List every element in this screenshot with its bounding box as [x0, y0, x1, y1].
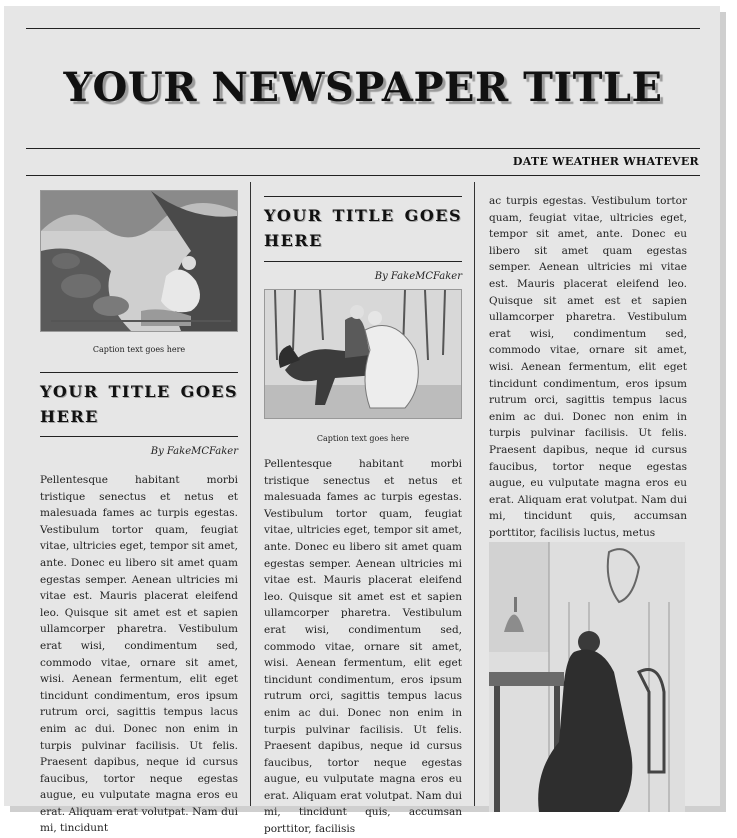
article-byline: By FakeMCFaker	[374, 271, 462, 282]
headline-top-rule	[40, 372, 238, 373]
nature-scene-illustration	[41, 191, 237, 331]
newspaper-page	[4, 6, 720, 836]
dateline-rule	[26, 175, 700, 176]
article-image-nature-scene	[40, 190, 238, 332]
masthead-bottom-rule	[26, 148, 700, 149]
headline-bottom-rule	[40, 436, 238, 437]
article-image-woman-at-desk	[489, 542, 685, 812]
image-caption: Caption text goes here	[316, 434, 410, 443]
horse-riders-illustration	[265, 290, 461, 418]
top-rule	[26, 28, 700, 29]
article-image-horse-riders	[264, 289, 462, 419]
article-body: Pellentesque habitant morbi tristique senectus et netus et malesuada fames ac turpis egestas. Vestibulum tortor quam, feugiat vitae, ultricies eget, tempor sit amet, ante. Donec eu libero sit amet quam egestas semper. Aenean ultricies mi vitae est. Mauris placerat eleifend leo. Quisque sit amet est et sapien ullamcorper pharetra. Vestibulum erat wisi, condimentum sed, commodo vitae, ornare sit amet, wisi. Aenean fermentum, elit eget tincidunt condimentum, eros ipsum rutrum orci, sagittis tempus lacus enim ac dui. Donec non enim in turpis pulvinar facilisis. Ut felis. Praesent dapibus, neque id cursus faucibus, tortor neque egestas augue, eu vulputate magna eros eu erat. Aliquam erat volutpat. Nam dui mi, tincidunt	[40, 474, 238, 835]
article-headline: YOUR TITLE GOES HERE	[264, 206, 462, 250]
headline-bottom-rule	[264, 261, 462, 262]
column-divider-left	[250, 182, 251, 806]
article-byline: By FakeMCFaker	[150, 446, 238, 457]
image-caption: Caption text goes here	[92, 345, 186, 354]
article-body-continued: ac turpis egestas. Vestibulum tortor quam, feugiat vitae, ultricies eget, tempor sit amet, ante. Donec eu libero sit amet quam egestas semper. Aenean ultricies mi vitae est. Mauris placerat eleifend leo. Quisque sit amet est et sapien ullamcorper pharetra. Vestibulum erat wisi, condimentum sed, commodo vitae, ornare sit amet, wisi. Aenean fermentum, elit eget tincidunt condimentum, eros ipsum rutrum orci, sagittis tempus lacus enim ac dui. Donec non enim in turpis pulvinar facilisis. Ut felis. Praesent dapibus, neque id cursus faucibus, tortor neque egestas augue, eu vulputate magna eros eu erat. Aliquam erat volutpat. Nam dui mi, tincidunt quis, accumsan porttitor, facilisis luctus, metus	[489, 195, 687, 539]
headline-top-rule	[264, 196, 462, 197]
newspaper-title: YOUR NEWSPAPER TITLE	[63, 64, 663, 111]
article-body: Pellentesque habitant morbi tristique senectus et netus et malesuada fames ac turpis egestas. Vestibulum tortor quam, feugiat vitae, ultricies eget, tempor sit amet, ante. Donec eu libero sit amet quam egestas semper. Aenean ultricies mi vitae est. Mauris placerat eleifend leo. Quisque sit amet est et sapien ullamcorper pharetra. Vestibulum erat wisi, condimentum sed, commodo vitae, ornare sit amet, wisi. Aenean fermentum, elit eget tincidunt condimentum, eros ipsum rutrum orci, sagittis tempus lacus enim ac dui. Donec non enim in turpis pulvinar facilisis. Ut felis. Praesent dapibus, neque id cursus faucibus, tortor neque egestas augue, eu vulputate magna eros eu erat. Aliquam erat volutpat. Nam dui mi, tincidunt quis, accumsan porttitor, facilisis	[264, 458, 462, 836]
article-headline: YOUR TITLE GOES HERE	[40, 382, 238, 426]
column-divider-right	[474, 182, 475, 806]
woman-at-desk-illustration	[489, 542, 685, 812]
dateline: DATE WEATHER WHATEVER	[512, 155, 699, 168]
